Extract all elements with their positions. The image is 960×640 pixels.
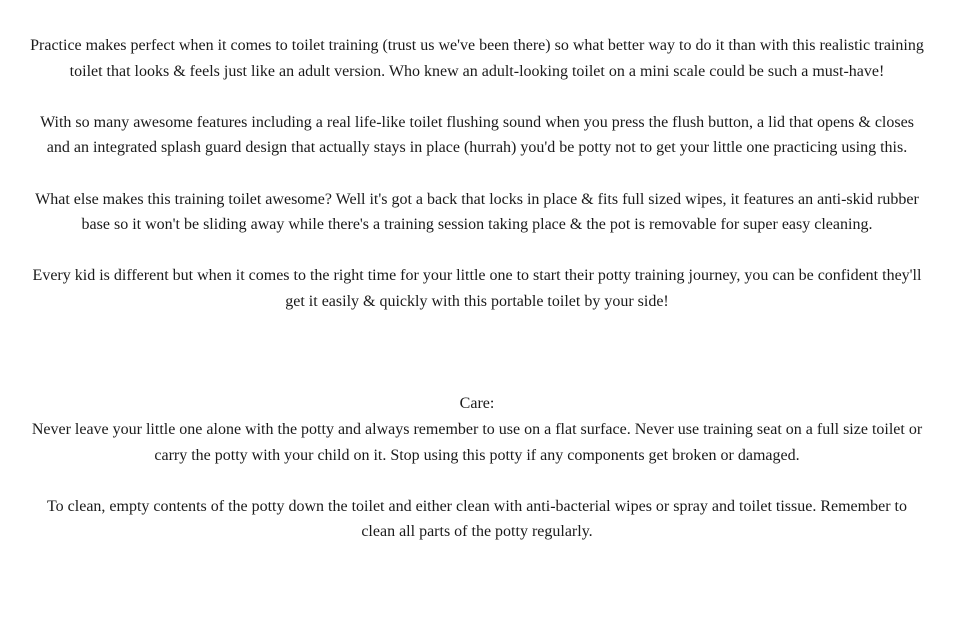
closing-paragraph: Every kid is different but when it comes to the right time for your little one to start their potty training journey, you can be confident they'll get it easily & quickly with this portable toilet by your side!	[32, 267, 922, 310]
care-cleaning-paragraph: To clean, empty contents of the potty down the toilet and either clean with anti-bacterial wipes or spray and toilet tissue. Remember to clean all parts of the potty regularly.	[47, 497, 907, 541]
care-heading: Care:	[459, 395, 495, 413]
care-warning-paragraph: Never leave your little one alone with the potty and always remember to use on a flat surface. Never use training seat on a full size toilet or carry the potty with your child on it. Stop using this potty if any components get broken or damaged.	[31, 420, 923, 464]
features-paragraph: With so many awesome features including a real life-like toilet flushing sound when you press the flush button, a lid that opens & closes and an integrated splash guard design that actually stays in place (hurrah) you'd be potty not to get your little one practicing using this.	[40, 113, 914, 157]
extras-paragraph: What else makes this training toilet awesome? Well it's got a back that locks in place & fits full sized wipes, it features an anti-skid rubber base so it won't be sliding away while there's a training session taking place & the pot is removable for super easy cleaning.	[35, 190, 919, 234]
intro-paragraph: Practice makes perfect when it comes to toilet training (trust us we've been there) so what better way to do it than with this realistic training toilet that looks & feels just like an adult version. Who knew an adult-looking toilet on a mini scale could be such a must-have!	[30, 37, 924, 80]
paragraph-spacer	[30, 161, 924, 187]
paragraph-spacer	[30, 468, 924, 494]
product-description	[30, 33, 924, 545]
paragraph-spacer	[30, 238, 924, 264]
section-spacer	[30, 315, 924, 392]
paragraph-spacer	[30, 84, 924, 110]
